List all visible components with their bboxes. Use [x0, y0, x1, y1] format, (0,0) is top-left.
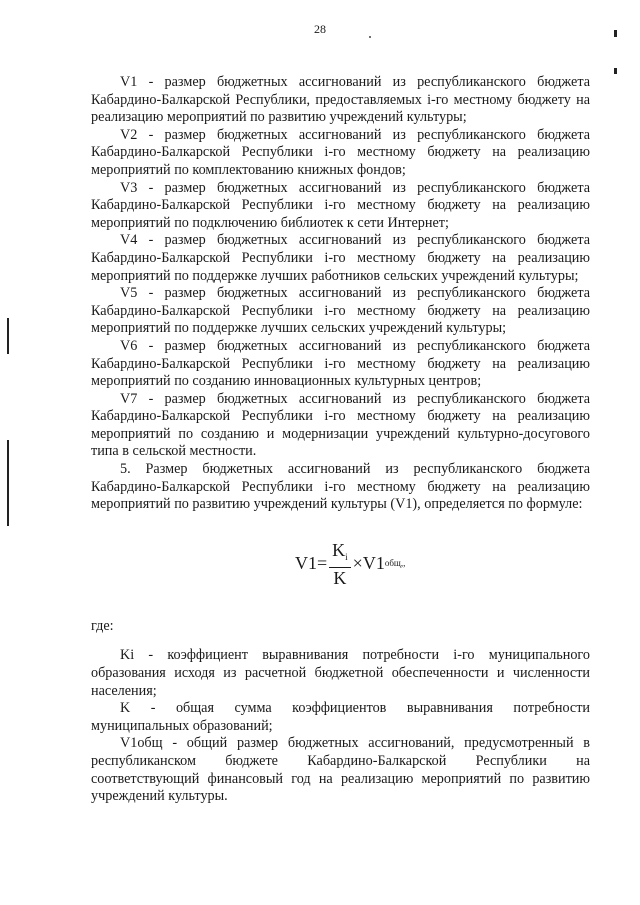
scan-dot	[369, 36, 371, 38]
formula-denominator: K	[333, 567, 347, 588]
definition-v4: V4 - размер бюджетных ассигнований из республиканского бюджета Кабардино-Балкарской Республики i-го местному бюджету на реализацию мероприятий по поддержке лучших работников сельских учреждений культуры;	[91, 232, 590, 284]
definition-ki: Ki - коэффициент выравнивания потребности i-го муниципального образования исходя из расчетной бюджетной обеспеченности и численности населения;	[91, 647, 590, 699]
formula-fraction	[329, 540, 351, 588]
formula-numerator-subscript: i	[345, 551, 348, 562]
scan-margin-mark	[614, 68, 617, 74]
document-body	[91, 74, 590, 806]
formula-lhs: V1	[295, 553, 317, 574]
definition-v6: V6 - размер бюджетных ассигнований из республиканского бюджета Кабардино-Балкарской Республики i-го местному бюджету на реализацию мероприятий по созданию инновационных культурных центров;	[91, 337, 590, 390]
definition-v2: V2 - размер бюджетных ассигнований из республиканского бюджета Кабардино-Балкарской Республики i-го местному бюджету на реализацию мероприятий по комплектованию книжных фондов;	[91, 126, 590, 178]
page-number: 28	[314, 22, 326, 36]
formula-multiplier: ×V1	[352, 553, 385, 574]
scan-margin-mark	[614, 30, 617, 37]
formula-numerator	[329, 540, 351, 568]
definition-v1: V1 - размер бюджетных ассигнований из республиканского бюджета Кабардино-Балкарской Республики, предоставляемых i-го местному бюджету на реализацию мероприятий по развитию учреждений культуры;	[91, 74, 590, 126]
definition-k: K - общая сумма коэффициентов выравнивания потребности муниципальных образований;	[91, 700, 590, 734]
definition-v7: V7 - размер бюджетных ассигнований из республиканского бюджета Кабардино-Балкарской Республики i-го местному бюджету на реализацию мероприятий по созданию и модернизации учреждений культурно-досугового типа в сельской местности.	[91, 390, 590, 460]
where-label: где:	[91, 617, 114, 634]
formula-subscript: общ	[384, 558, 401, 569]
clause-5-paragraph: 5. Размер бюджетных ассигнований из республиканского бюджета Кабардино-Балкарской Республики i-го местному бюджету на реализацию мероприятий по развитию учреждений культуры (V1), определяется по формуле:	[91, 461, 590, 513]
formula-equals: =	[317, 553, 328, 574]
definition-v3: V3 - размер бюджетных ассигнований из республиканского бюджета Кабардино-Балкарской Республики i-го местному бюджету на реализацию мероприятий по подключению библиотек к сети Интернет;	[91, 179, 590, 231]
definition-v1-total: V1общ - общий размер бюджетных ассигнований, предусмотренный в республиканском бюджете Кабардино-Балкарской Республики на соответствующий финансовый год на реализацию мероприятий по развитию учреждений культуры.	[91, 735, 590, 805]
formula-numerator-symbol: K	[332, 539, 346, 560]
scan-margin-mark	[7, 440, 9, 526]
formula	[295, 540, 405, 588]
definition-v5: V5 - размер бюджетных ассигнований из республиканского бюджета Кабардино-Балкарской Республики i-го местному бюджету на реализацию мероприятий по поддержке лучших сельских учреждений культуры;	[91, 285, 590, 337]
scan-margin-mark	[7, 318, 9, 354]
formula-tail: ,,	[400, 558, 406, 569]
formula-block	[91, 526, 590, 606]
